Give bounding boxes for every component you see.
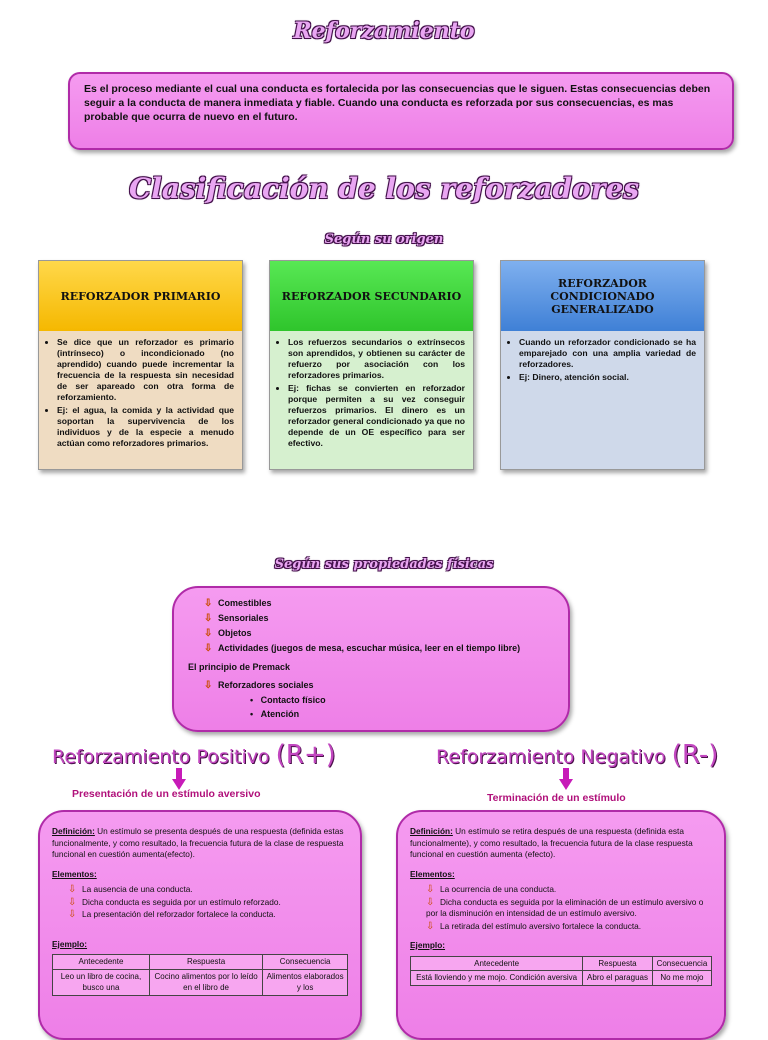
list-item: ⇩ La ocurrencia de una conducta.: [426, 884, 557, 895]
column-conditioned-heading: [501, 261, 704, 331]
column-conditioned-heading-text: REFORZADOR CONDICIONADO GENERALIZADO: [550, 276, 655, 316]
list-item: ⇩ Dicha conducta es seguida por la eliminación de un estímulo aversivo o por la disminución en intensidad de un estímulo aversivo.: [426, 896, 704, 918]
definition-label: Definición:: [52, 826, 95, 836]
arrow-down-icon: ⇩: [204, 598, 213, 609]
list-item: • Ej: fichas se convierten en reforzador porque permiten a su vez conseguir refuerzos primarios. El dinero es un reforzador general condicionado ya que no depende de un OE específico para ser efectivo.: [288, 383, 465, 449]
table-header: Consecuencia: [263, 955, 348, 970]
table-cell: No me mojo: [652, 971, 711, 986]
column-primary-body: [39, 331, 242, 469]
definition-box: [68, 72, 734, 150]
arrow-down-icon: ⇩: [426, 896, 435, 908]
negative-box: [396, 810, 726, 1040]
arrow-down-icon: ⇩: [426, 884, 435, 895]
definition-label: Definición:: [410, 826, 453, 836]
list-item: ⇩ La retirada del estímulo aversivo fortalece la conducta.: [426, 920, 642, 932]
list-item: • Contacto físico: [250, 695, 326, 705]
table-cell: Leo un libro de cocina, busco una: [53, 969, 150, 995]
list-item: ⇩ La presentación del reforzador fortalece la conducta.: [68, 909, 276, 920]
negative-arrow-icon: [559, 768, 573, 790]
table-header: Antecedente: [411, 956, 583, 971]
table-header: Respuesta: [583, 956, 653, 971]
list-item: • Cuando un reforzador condicionado se ha emparejado con una amplia variedad de reforzadores.: [519, 337, 696, 370]
table-header: Consecuencia: [652, 956, 711, 971]
origin-title: Según su origen: [324, 232, 444, 247]
table-header: Antecedente: [53, 955, 150, 970]
page-title: Reforzamiento: [293, 18, 475, 44]
column-primary: [38, 260, 243, 470]
column-conditioned-body: [501, 331, 704, 469]
arrow-down-icon: ⇩: [68, 896, 77, 908]
classification-title: Clasificación de los reforzadores: [128, 172, 640, 205]
list-item: • Atención: [250, 709, 300, 719]
arrow-down-icon: ⇩: [204, 680, 213, 691]
premack-label: El principio de Premack: [188, 662, 291, 672]
list-item: • Los refuerzos secundarios o extrínsecos son aprendidos, y obtienen su carácter de refuerzo por asociación con los reforzadores primarios.: [288, 337, 465, 381]
positive-heading: Reforzamiento Positivo (R+): [52, 740, 336, 770]
arrow-down-icon: ⇩: [204, 628, 213, 639]
table-cell: Alimentos elaborados y los: [263, 969, 348, 995]
arrow-down-icon: ⇩: [426, 920, 435, 932]
positive-box: [38, 810, 362, 1040]
definition-text: Un estímulo se retira después de una respuesta (definida esta funcionalmente), y como resultado, la frecuencia futura de la clase respuesta funcional en cuestión aumenta (efecto).: [410, 826, 693, 859]
table-cell: Está lloviendo y me mojo. Condición aversiva: [411, 971, 583, 986]
list-item: • Ej: Dinero, atención social.: [519, 372, 696, 383]
column-secondary-body: [270, 331, 473, 469]
list-item: ⇩ Comestibles: [204, 598, 272, 609]
negative-heading: Reforzamiento Negativo (R-): [436, 740, 719, 770]
example-label: Ejemplo:: [52, 938, 88, 949]
physical-box: [172, 586, 570, 732]
list-item: ⇩ Reforzadores sociales: [204, 680, 314, 691]
list-item: ⇩ La ausencia de una conducta.: [68, 884, 193, 895]
table-row: [53, 969, 348, 995]
list-item: • Ej: el agua, la comida y la actividad que soportan la supervivencia de los individuos y de la especie a menudo actúan como reforzadores primarios.: [57, 405, 234, 449]
list-item: • Se dice que un reforzador es primario (intrínseco) o incondicionado (no aprendido) cuando puede incrementar la frecuencia de la respuesta sin necesidad de ser apareado con otra forma de reforzamiento.: [57, 337, 234, 403]
negative-subheading: Terminación de un estímulo: [487, 792, 626, 804]
table-cell: Cocino alimentos por lo leído en el libro de: [149, 969, 262, 995]
physical-title: Según sus propiedades físicas: [274, 557, 494, 572]
column-conditioned: [500, 260, 705, 470]
table-cell: Abro el paraguas: [583, 971, 653, 986]
column-secondary-heading-text: REFORZADOR SECUNDARIO: [281, 289, 462, 303]
positive-subheading: Presentación de un estímulo aversivo: [72, 788, 261, 800]
column-primary-heading-text: REFORZADOR PRIMARIO: [60, 289, 221, 303]
definition-text: Es el proceso mediante el cual una conducta es fortalecida por las consecuencias que le siguen. Estas consecuencias deben seguir a la conducta de manera inmediata y fiable. Cuando una conducta es reforzada por sus consecuencias, es mas probable que ocurra de nuevo en el futuro.: [84, 83, 711, 123]
elements-label: Elementos:: [52, 868, 97, 879]
list-item: ⇩ Actividades (juegos de mesa, escuchar música, leer en el tiempo libre): [204, 643, 521, 654]
table-row: [411, 971, 712, 986]
list-item: ⇩ Sensoriales: [204, 613, 269, 624]
definition-text: Un estímulo se presenta después de una respuesta (definida estas funcionalmente, y como resultado, la frecuencia futura de la clase de respuesta funcional en cuestión aumenta(efecto).: [52, 826, 344, 859]
table-header: Respuesta: [149, 955, 262, 970]
example-label: Ejemplo:: [410, 940, 446, 950]
example-table: [52, 954, 348, 996]
arrow-down-icon: ⇩: [204, 613, 213, 624]
arrow-down-icon: ⇩: [68, 909, 77, 920]
positive-arrow-icon: [172, 768, 186, 790]
arrow-down-icon: ⇩: [68, 884, 77, 895]
list-item: ⇩ Dicha conducta es seguida por un estímulo reforzado.: [68, 896, 281, 908]
arrow-down-icon: ⇩: [204, 643, 213, 654]
list-item: ⇩ Objetos: [204, 628, 252, 639]
example-table: [410, 956, 712, 986]
column-secondary-heading: [270, 261, 473, 331]
elements-label: Elementos:: [410, 868, 455, 879]
column-secondary: [269, 260, 474, 470]
column-primary-heading: [39, 261, 242, 331]
